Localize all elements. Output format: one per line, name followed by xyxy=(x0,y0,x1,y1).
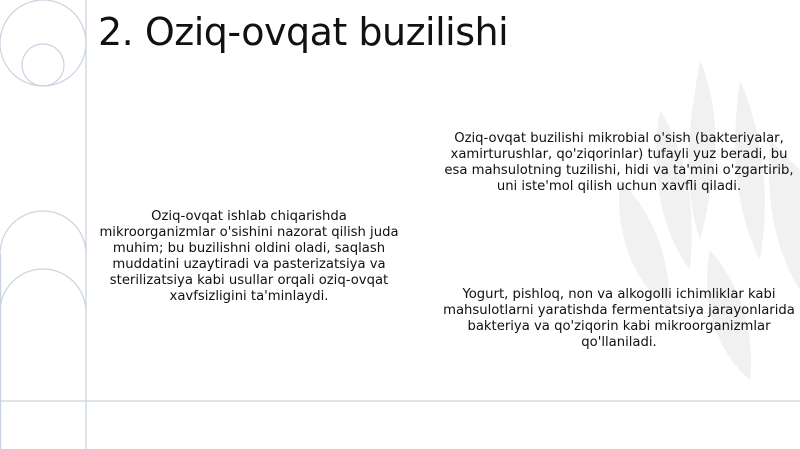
small-circle-top xyxy=(22,44,64,86)
arch-lower xyxy=(0,269,86,312)
large-circle-top xyxy=(0,0,86,86)
right-top-paragraph: Oziq-ovqat buzilishi mikrobial o'sish (bakteriyalar, xamirturushlar, qo'ziqorinlar) tufayli yuz beradi, bu esa mahsulotning tuzilishi, hidi va ta'mini o'zgartirib, uni iste'mol qilish uchun xavfli qiladi. xyxy=(444,131,794,194)
right-bottom-paragraph: Yogurt, pishloq, non va alkogolli ichimliklar kabi mahsulotlarni yaratishda fermentatsiya jarayonlarida bakteriya va qo'ziqorin kabi mikroorganizmlar qo'llaniladi. xyxy=(443,287,795,350)
left-paragraph: Oziq-ovqat ishlab chiqarishda mikroorganizmlar o'sishini nazorat qilish juda muhim; bu buzilishni oldini oladi, saqlash muddatini uzaytiradi va pasterizatsiya va sterilizatsiya kabi usullar orqali oziq-ovqat xavfsizligini ta'minlaydi. xyxy=(99,209,399,304)
arch-upper xyxy=(0,211,86,254)
slide-title: 2. Oziq-ovqat buzilishi xyxy=(98,10,509,54)
